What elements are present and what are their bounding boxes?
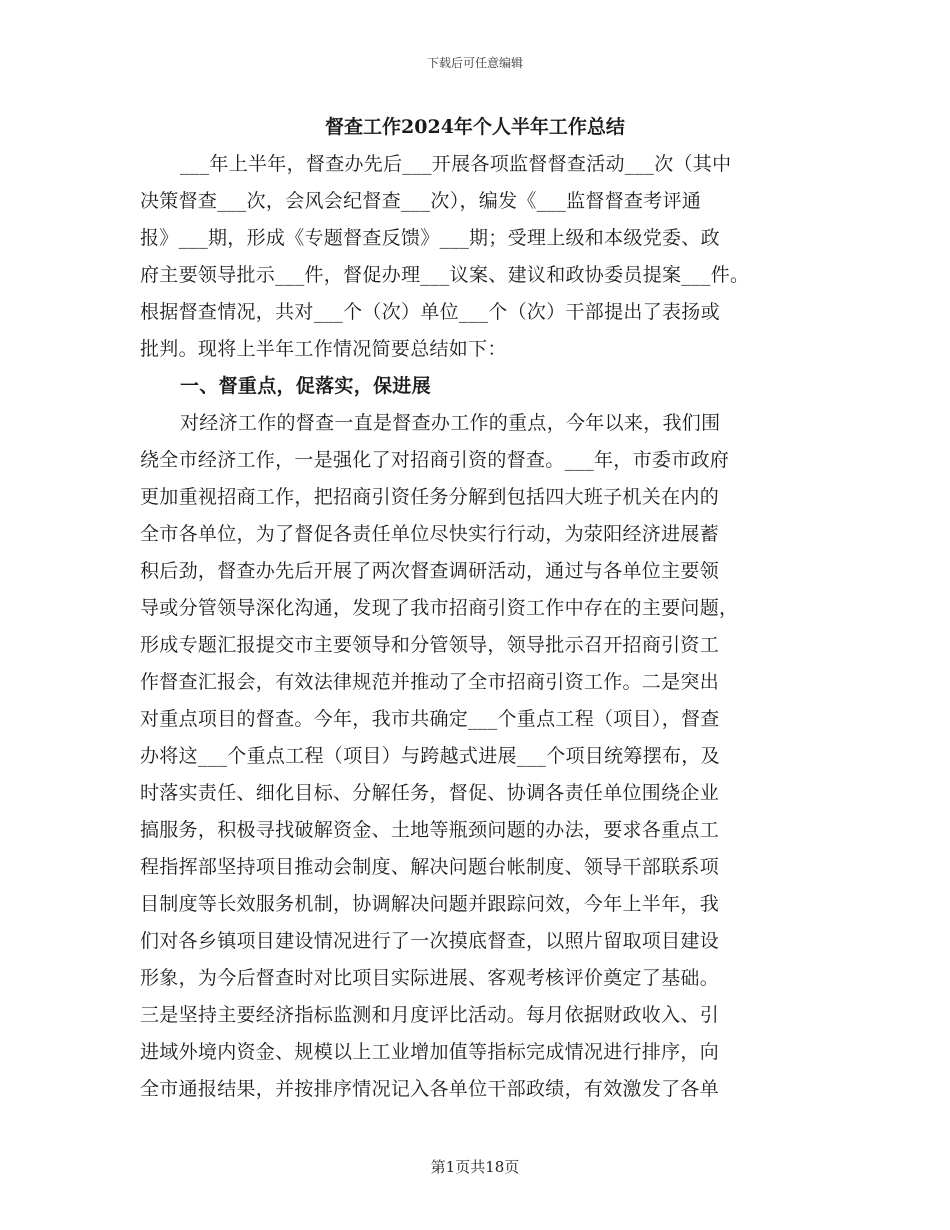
paragraph-line: 对经济工作的督查一直是督查办工作的重点，今年以来，我们围 (180, 412, 721, 434)
paragraph-line: 报》___期，形成《专题督查反馈》___期；受理上级和本级党委、政 (140, 227, 720, 249)
page-header-note: 下载后可任意编辑 (426, 56, 523, 70)
paragraph-line: 全市通报结果，并按排序情况记入各单位干部政绩，有效激发了各单 (140, 1078, 720, 1100)
paragraph-line: 进域外境内资金、规模以上工业增加值等指标完成情况进行排序，向 (140, 1041, 720, 1063)
paragraph-line: 绕全市经济工作，一是强化了对招商引资的督查。___年，市委市政府 (140, 449, 730, 471)
section-heading: 一、督重点，促落实，保进展 (180, 375, 431, 397)
paragraph-line: 全市各单位，为了督促各责任单位尽快实行行动，为荥阳经济进展蓄 (140, 523, 720, 545)
paragraph-line: 程指挥部坚持项目推动会制度、解决问题台帐制度、领导干部联系项 (140, 856, 720, 878)
paragraph-line: 决策督查___次，会风会纪督查___次），编发《___监督督查考评通 (140, 190, 702, 212)
paragraph-line: 根据督查情况，共对___个（次）单位___个（次）干部提出了表扬或 (140, 301, 720, 323)
paragraph-line: 作督查汇报会，有效法律规范并推动了全市招商引资工作。二是突出 (140, 671, 720, 693)
paragraph-line: 三是坚持主要经济指标监测和月度评比活动。每月依据财政收入、引 (140, 1004, 720, 1026)
paragraph-line: 形成专题汇报提交市主要领导和分管领导，领导批示召开招商引资工 (140, 634, 720, 656)
document-title: 督查工作2024年个人半年工作总结 (325, 116, 625, 138)
paragraph-line: 时落实责任、细化目标、分解任务，督促、协调各责任单位围绕企业 (140, 782, 720, 804)
paragraph-line: 更加重视招商工作，把招商引资任务分解到包括四大班子机关在内的 (140, 486, 720, 508)
paragraph-line: 批判。现将上半年工作情况简要总结如下： (140, 338, 507, 360)
paragraph-line: 搞服务，积极寻找破解资金、土地等瓶颈问题的办法，要求各重点工 (140, 819, 720, 841)
paragraph-line: 积后劲，督查办先后开展了两次督查调研活动，通过与各单位主要领 (140, 560, 720, 582)
paragraph-line: 府主要领导批示___件，督促办理___议案、建议和政协委员提案___件。 (140, 264, 750, 286)
paragraph-line: 办将这___个重点工程（项目）与跨越式进展___个项目统筹摆布，及 (140, 745, 720, 767)
paragraph-line: 对重点项目的督查。今年，我市共确定___个重点工程（项目），督查 (140, 708, 720, 730)
paragraph-line: ___年上半年，督查办先后___开展各项监督督查活动___次（其中 (180, 153, 732, 175)
paragraph-line: 们对各乡镇项目建设情况进行了一次摸底督查，以照片留取项目建设 (140, 930, 720, 952)
paragraph-line: 目制度等长效服务机制，协调解决问题并跟踪问效，今年上半年，我 (140, 893, 720, 915)
paragraph-line: 形象，为今后督查时对比项目实际进展、客观考核评价奠定了基础。 (140, 967, 720, 989)
page-footer-number: 第1页共18页 (430, 1158, 520, 1176)
paragraph-line: 导或分管领导深化沟通，发现了我市招商引资工作中存在的主要问题， (140, 597, 739, 619)
